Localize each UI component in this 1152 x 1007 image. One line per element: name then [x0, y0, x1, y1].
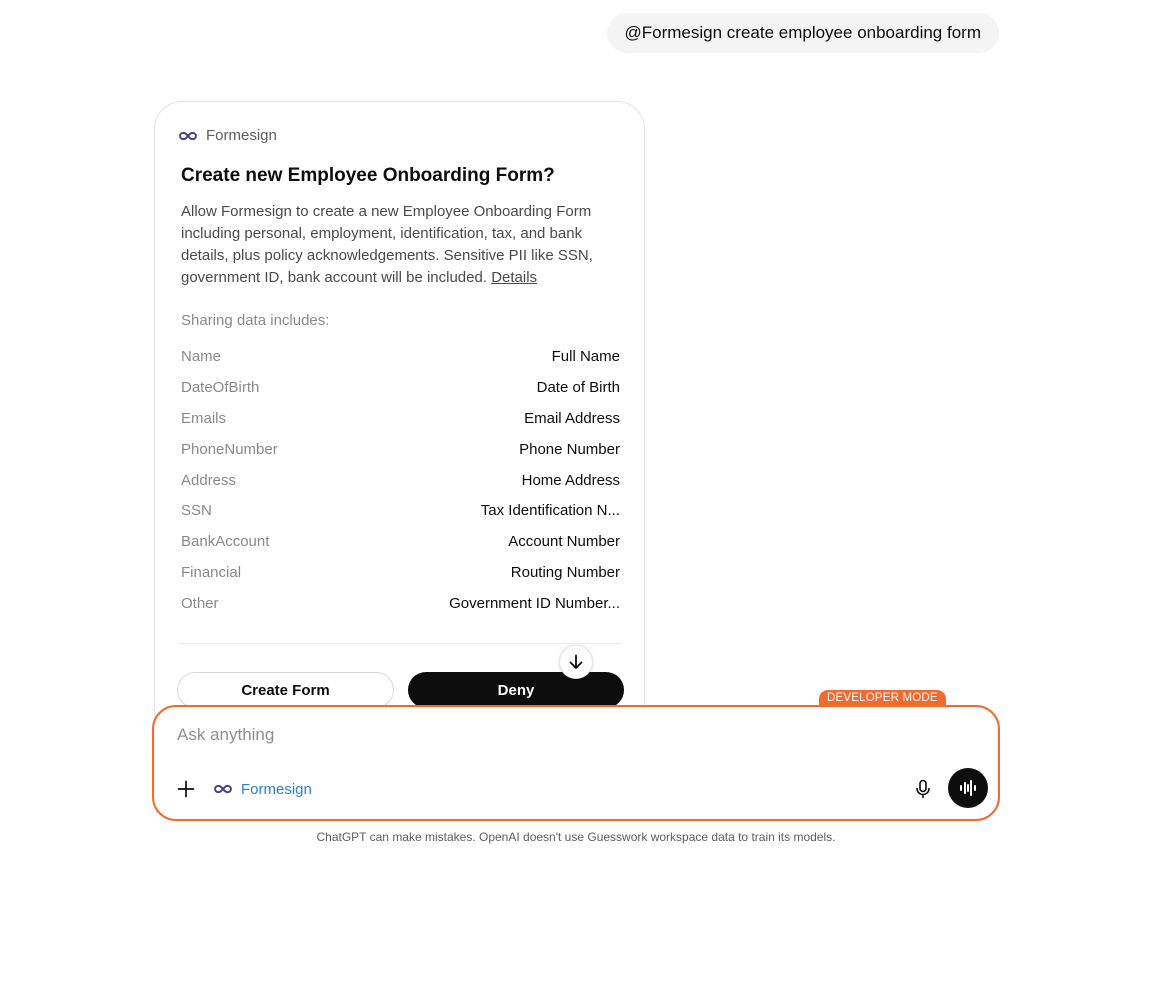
microphone-icon	[914, 779, 932, 799]
plus-icon	[177, 780, 195, 798]
developer-mode-badge: DEVELOPER MODE	[819, 690, 946, 707]
deny-button[interactable]: Deny	[408, 672, 624, 708]
sharing-row	[181, 588, 620, 619]
sharing-row-value: Routing Number	[510, 564, 620, 582]
sharing-row	[181, 434, 620, 465]
card-app-header	[179, 127, 277, 144]
dictate-button[interactable]	[911, 777, 935, 801]
card-description	[181, 201, 611, 289]
arrow-down-icon	[567, 653, 585, 671]
infinity-icon	[179, 131, 197, 141]
sharing-row-value: Email Address	[524, 409, 620, 427]
sharing-row-value: Government ID Number...	[449, 595, 620, 613]
card-divider	[179, 643, 622, 644]
composer	[152, 705, 1000, 821]
sharing-row-key: PhoneNumber	[181, 440, 278, 458]
sharing-row	[181, 372, 620, 403]
tool-chip-label: Formesign	[241, 780, 312, 798]
sharing-data-list	[181, 341, 620, 619]
permission-card	[154, 101, 645, 741]
disclaimer-note: ChatGPT can make mistakes. OpenAI doesn't use Guesswork workspace data to train its models.	[316, 830, 836, 844]
create-form-button[interactable]: Create Form	[177, 672, 394, 708]
sharing-row	[181, 557, 620, 588]
sharing-row	[181, 341, 620, 372]
sharing-row-value: Tax Identification N...	[480, 502, 620, 520]
card-app-name: Formesign	[206, 127, 277, 144]
card-title: Create new Employee Onboarding Form?	[181, 165, 555, 186]
sharing-row-key: DateOfBirth	[181, 378, 260, 396]
sharing-row-key: Address	[181, 471, 237, 489]
sharing-row-key: Emails	[181, 409, 227, 427]
voice-mode-icon	[958, 779, 978, 797]
sharing-row-value: Date of Birth	[536, 378, 620, 396]
voice-mode-button[interactable]	[948, 768, 988, 808]
sharing-row	[181, 403, 620, 434]
sharing-row-key: Other	[181, 595, 219, 613]
infinity-icon	[214, 784, 232, 794]
sharing-row-value: Home Address	[521, 471, 620, 489]
scroll-down-button[interactable]	[559, 645, 593, 679]
sharing-row	[181, 495, 620, 526]
sharing-row-value: Full Name	[551, 347, 620, 365]
sharing-row	[181, 465, 620, 496]
add-attachment-button[interactable]	[174, 777, 198, 801]
sharing-row-value: Phone Number	[519, 440, 620, 458]
formesign-tool-chip[interactable]	[214, 777, 312, 801]
sharing-row-key: BankAccount	[181, 533, 270, 551]
sharing-row-key: SSN	[181, 502, 212, 520]
sharing-row-key: Financial	[181, 564, 242, 582]
sharing-row-key: Name	[181, 347, 222, 365]
details-link[interactable]: Details	[491, 269, 538, 286]
sharing-row-value: Account Number	[508, 533, 620, 551]
user-message-bubble: @Formesign create employee onboarding form	[607, 13, 1000, 53]
prompt-input[interactable]	[177, 725, 877, 745]
sharing-heading: Sharing data includes:	[181, 312, 330, 329]
card-description-text: Allow Formesign to create a new Employee Onboarding Form including personal, employment, identification, tax, and bank details, plus policy acknowledgements. Sensitive PII like SSN, government ID, bank account will be included.	[181, 203, 593, 286]
sharing-row	[181, 526, 620, 557]
